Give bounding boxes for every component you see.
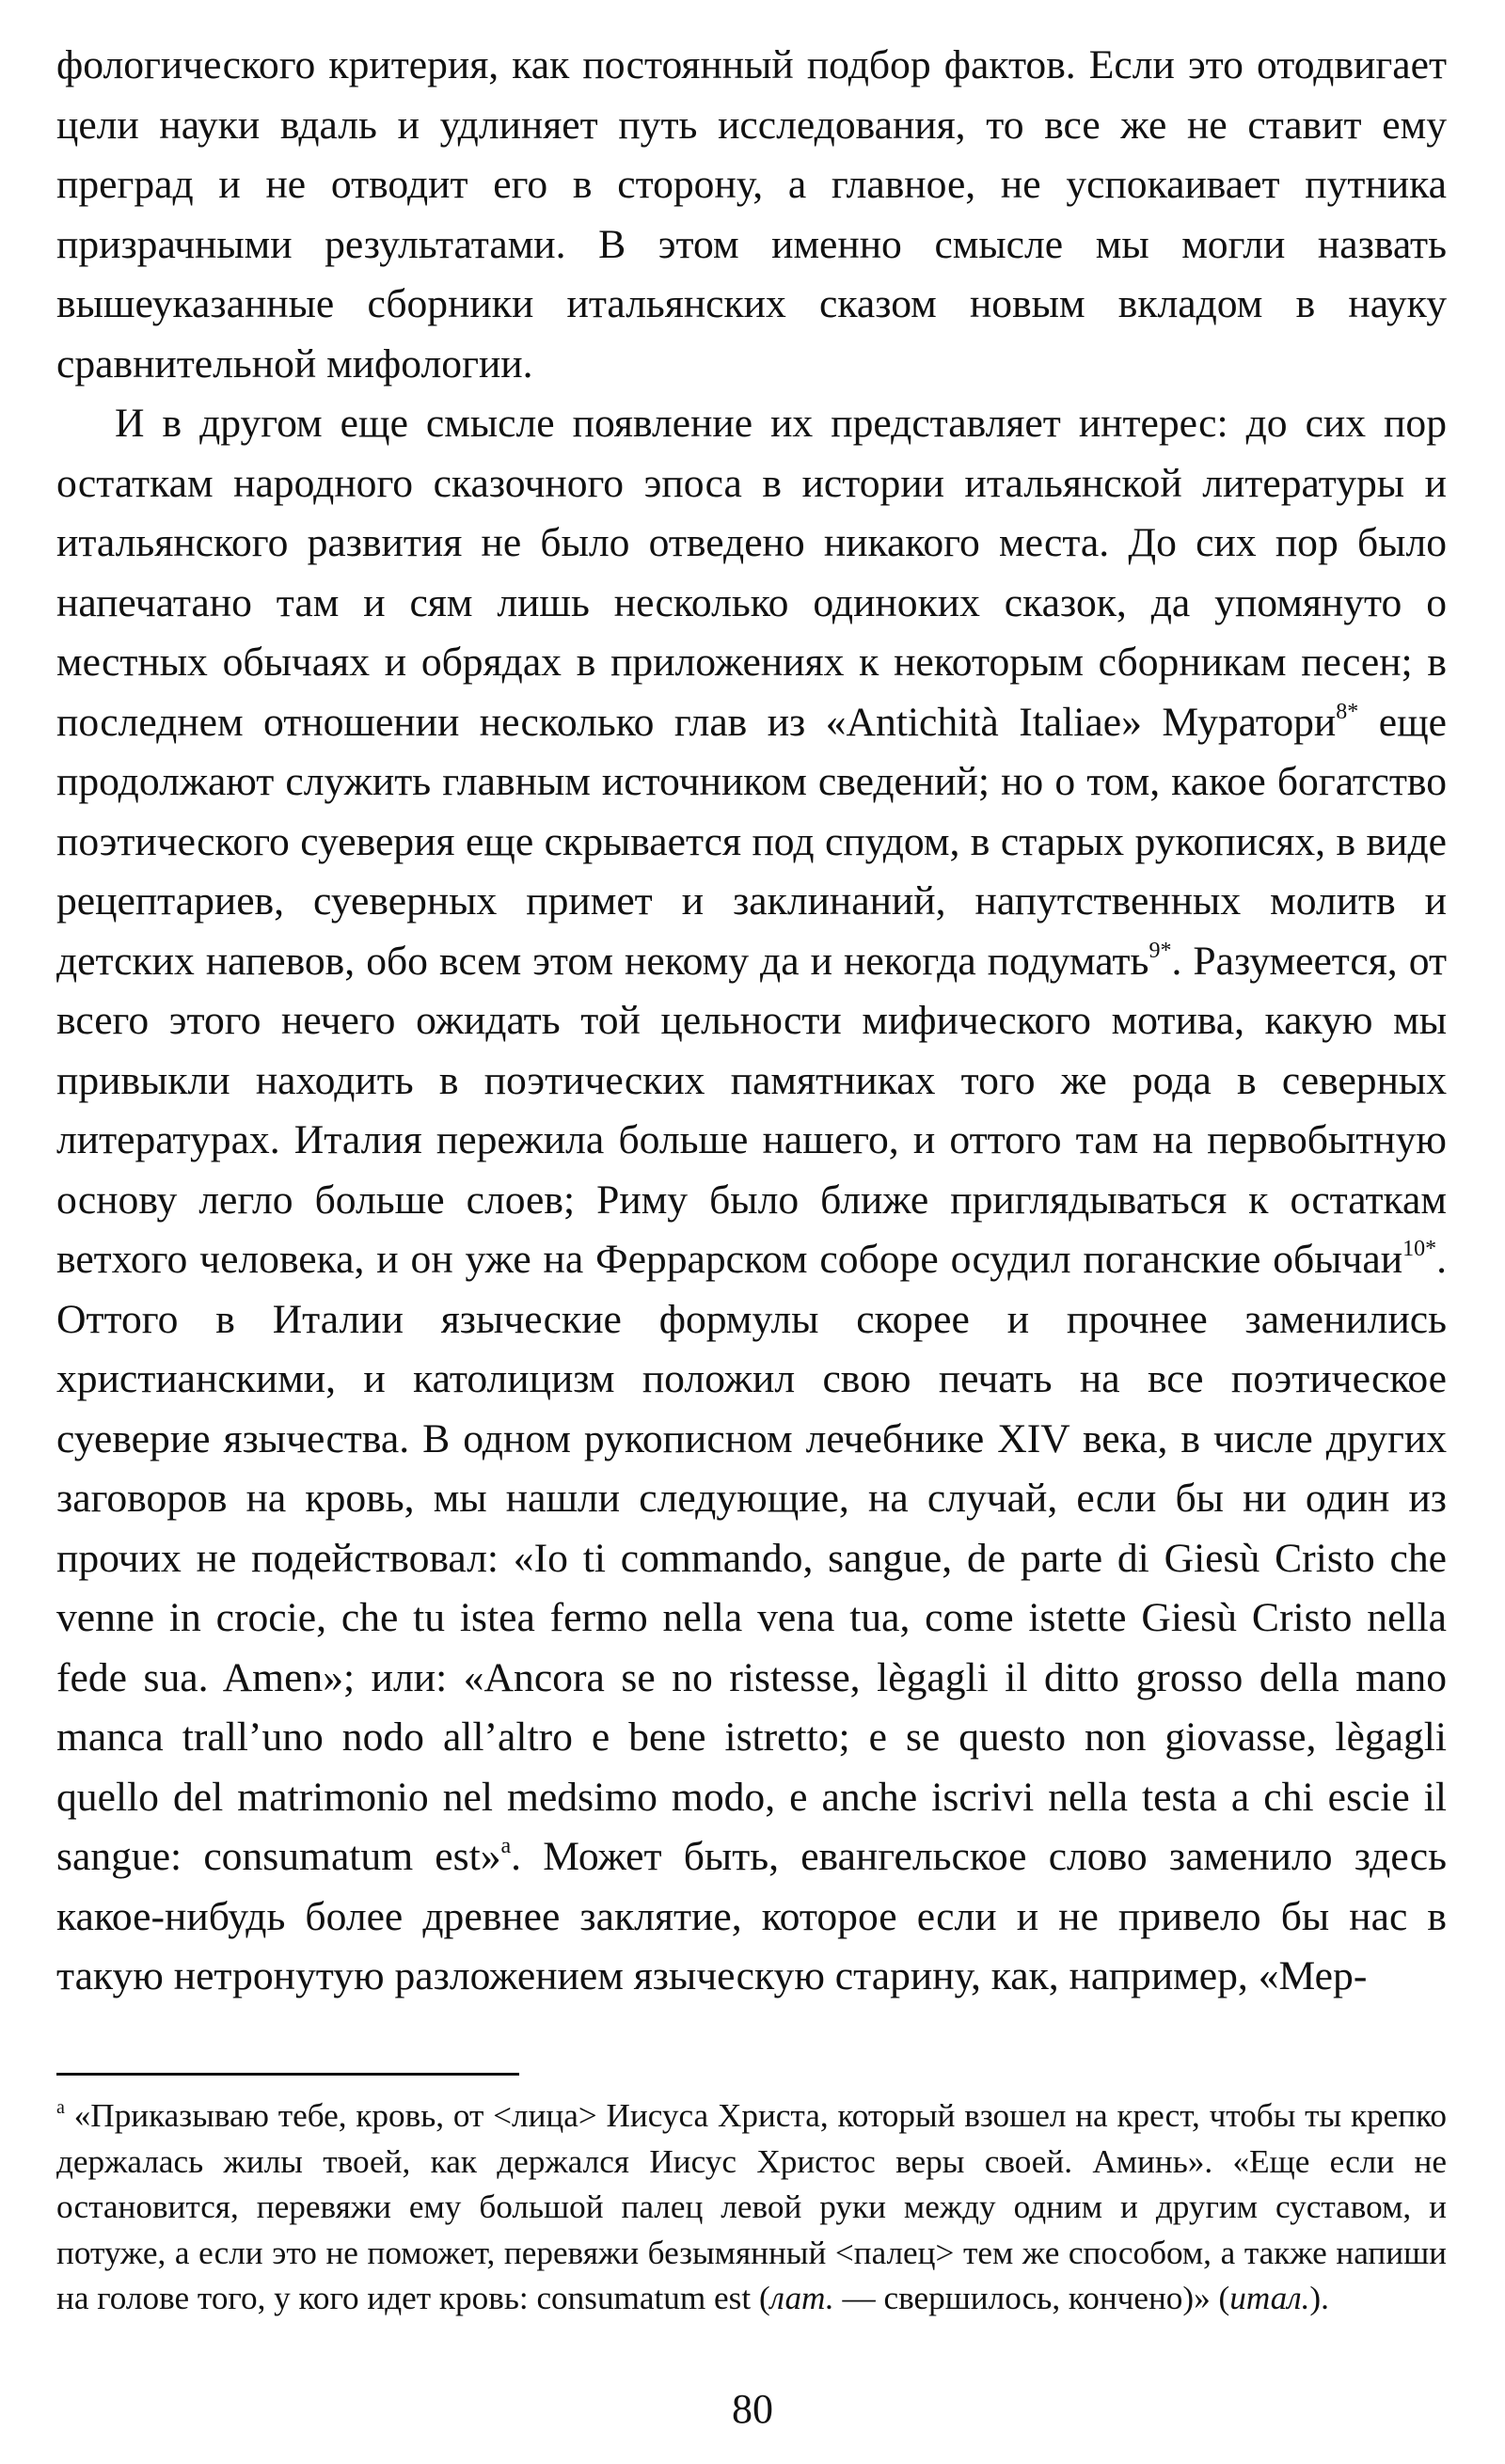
paragraph-text: . Оттого в Италии языческие формулы скорее и прочнее заменились христианскими, и католицизм положил свою печать на все поэтическое суеверие язычества. В одном рукописном лечебнике XIV века, в числе других заговоров на кровь, мы нашли следующие, на случай, если бы ни один из прочих не подействовал: «Io ti commando, sangue, de parte di Giesù Cristo che venne in crocie, che tu istea fermo nella vena tua, come istette Giesù Cristo nella fede sua. Amen»; или: «Ancora se no ristesse, lègagli il ditto grosso della mano manca trall’uno nodo all’altro e bene istretto; e se questo non giovasse, lègagli quello del matrimonio nel medsimo modo, e anche iscrivi nella testa a chi escie il sangue: consumatum est» xyxy=(56,1237,1447,1879)
page-body xyxy=(56,36,1447,2007)
endnote-ref-8[interactable]: 8* xyxy=(1336,699,1359,724)
footnote-lang-italian: итал. xyxy=(1229,2280,1310,2317)
paragraph-text: . Может быть, евангельское слово заменило здесь какое-нибудь более древнее заклятие, которое если и не привело бы нас в такую нетронутую разложением языческую старину, как, например, «Мер- xyxy=(56,1834,1448,1998)
footnote-divider xyxy=(56,2073,519,2076)
footnote-lang-latin: лат. xyxy=(769,2280,834,2317)
paragraph-text: еще продолжают служить главным источником сведений; но о том, какое богатство поэтического суеверия еще скрывается под спудом, в старых рукописях, в виде рецептариев, суеверных примет и заклинаний, напутственных молитв и детских напевов, обо всем этом некому да и некогда подумать xyxy=(56,699,1447,984)
footnote-text: — свершилось, кончено)» ( xyxy=(833,2280,1230,2317)
endnote-ref-9[interactable]: 9* xyxy=(1149,938,1172,963)
paragraph-continuation xyxy=(56,36,1447,394)
footnote-marker: a xyxy=(56,2097,65,2118)
paragraph-text: фологического критерия, как постоянный подбор фактов. Если это отодвигает цели науки вдаль и удлиняет путь исследования, то все же не ставит ему преград и не отводит его в сторону, а главное, не успокаивает путника призрачными результатами. В этом именно смысле мы могли назвать вышеуказанные сборники итальянских сказом новым вкладом в науку сравнительной мифологии. xyxy=(56,42,1447,387)
paragraph-main xyxy=(56,394,1447,2007)
footnote-ref-a[interactable]: a xyxy=(500,1834,512,1858)
footnote-text: «Приказываю тебе, кровь, от <лица> Иисуса Христа, который взошел на крест, чтобы ты крепко держалась жилы твоей, как держался Иисус Христос веры своей. Аминь». «Еще если не остановится, перевяжи ему большой палец левой руки между одним и другим суставом, и потуже, а если это не поможет, перевяжи безымянный <палец> тем же способом, а также напиши на голове того, у кого идет кровь: consumatum est ( xyxy=(56,2097,1447,2317)
footnote xyxy=(56,2093,1447,2322)
paragraph-text: . Разумеется, от всего этого нечего ожидать той цельности мифического мотива, какую мы привыкли находить в поэтических памятниках того же рода в северных литературах. Италия пережила больше нашего, и оттого там на первобытную основу легло больше слоев; Риму было ближе приглядываться к остаткам ветхого человека, и он уже на Феррарском соборе осудил поганские обычаи xyxy=(56,938,1447,1282)
endnote-ref-10[interactable]: 10* xyxy=(1402,1237,1437,1261)
page-number: 80 xyxy=(732,2386,773,2432)
footnote-text: ). xyxy=(1309,2280,1329,2317)
paragraph-text: И в другом еще смысле появление их представляет интерес: до сих пор остаткам народного сказочного эпоса в истории итальянской литературы и итальянского развития не было отведено никакого места. До сих пор было напечатано там и сям лишь несколько одиноких сказок, да упомянуто о местных обычаях и обрядах в приложениях к некоторым сборникам песен; в последнем отношении несколько глав из «Antichità Italiae» Муратори xyxy=(56,401,1447,745)
